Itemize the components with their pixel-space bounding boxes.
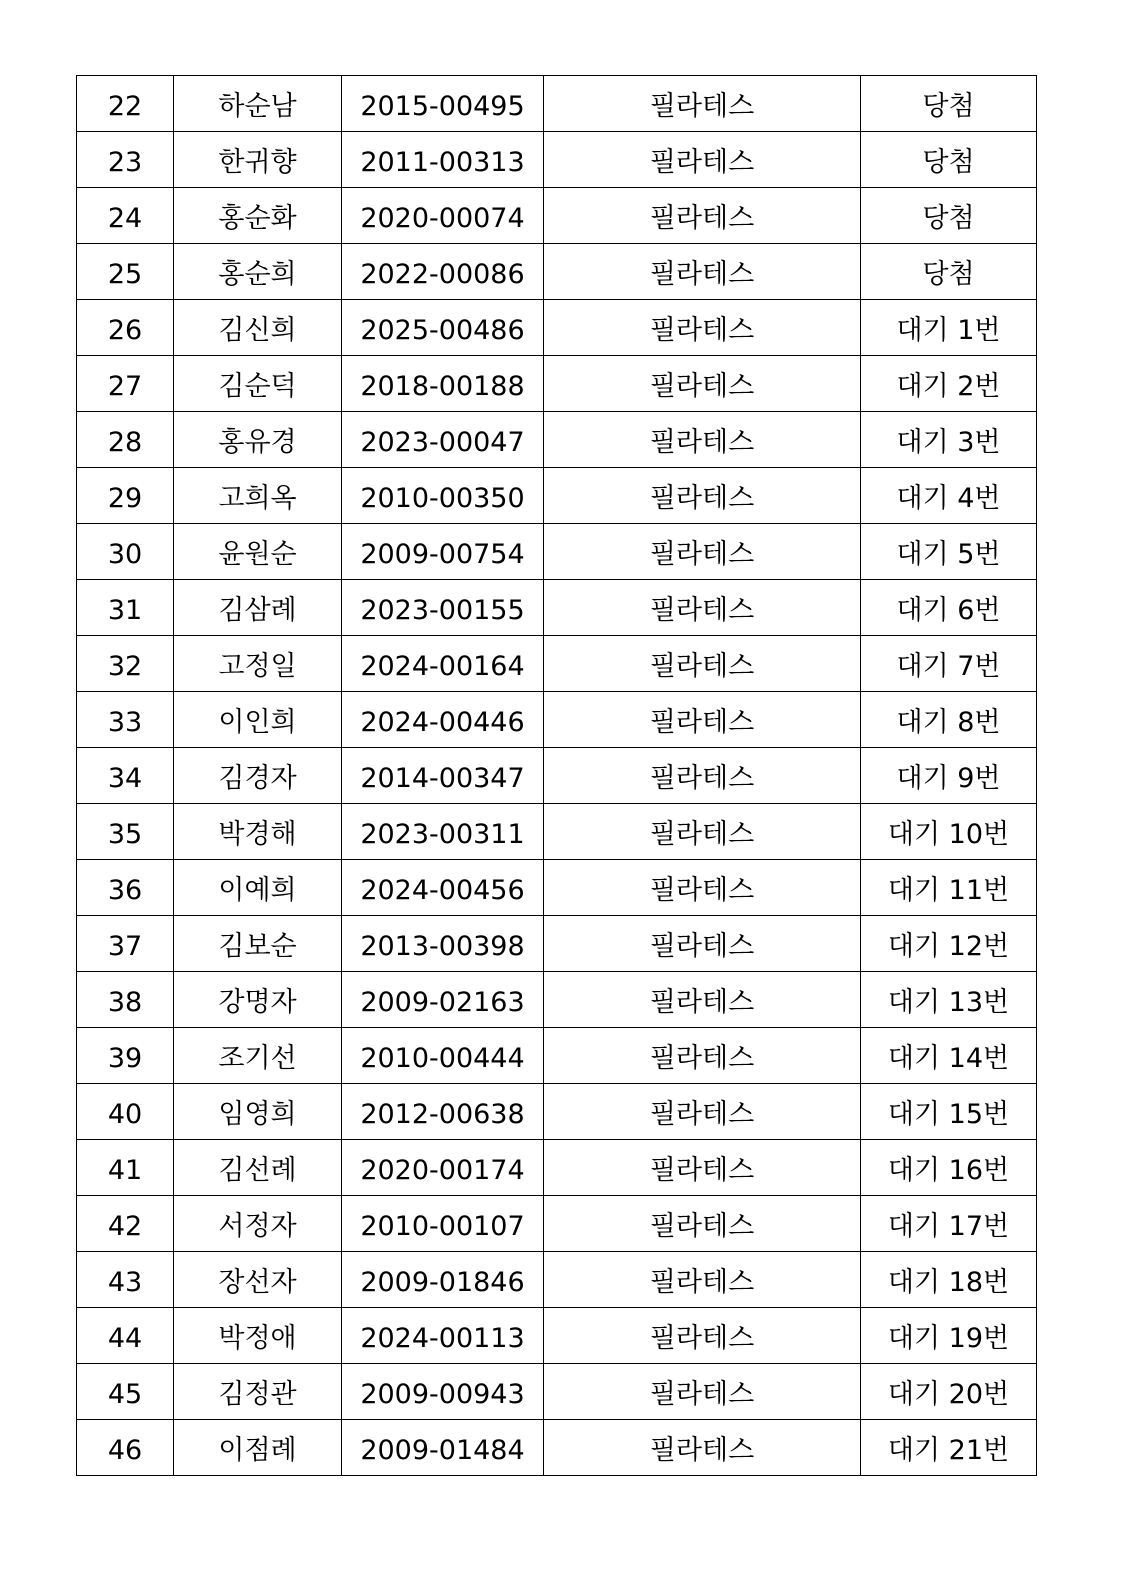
row-number-cell (77, 244, 174, 300)
member-id-cell-text: 2009-02163 (360, 987, 525, 1018)
program-cell (544, 804, 861, 860)
member-name-cell (174, 356, 342, 412)
member-name-cell-text: 박정애 (218, 1323, 297, 1354)
member-id-cell (342, 860, 544, 916)
row-number-cell-text: 27 (107, 371, 143, 402)
member-id-cell (342, 692, 544, 748)
lottery-result-cell (861, 804, 1037, 860)
program-cell-text: 필라테스 (649, 595, 755, 626)
member-id-cell-text: 2014-00347 (360, 763, 525, 794)
lottery-result-cell-text: 대기 5번 (896, 539, 1001, 570)
member-name-cell (174, 692, 342, 748)
row-number-cell (77, 1308, 174, 1364)
program-cell-text: 필라테스 (649, 651, 755, 682)
row-number-cell (77, 300, 174, 356)
member-name-cell (174, 860, 342, 916)
table-row (77, 860, 1037, 916)
program-cell (544, 76, 861, 132)
lottery-result-cell (861, 916, 1037, 972)
row-number-cell-text: 32 (107, 651, 143, 682)
member-id-cell-text: 2015-00495 (360, 91, 525, 122)
row-number-cell-text: 39 (107, 1043, 143, 1074)
table-row (77, 76, 1037, 132)
row-number-cell-text: 23 (107, 147, 143, 178)
lottery-result-cell-text: 대기 13번 (887, 987, 1010, 1018)
member-id-cell-text: 2024-00446 (360, 707, 525, 738)
row-number-cell (77, 692, 174, 748)
member-name-cell (174, 1364, 342, 1420)
member-id-cell (342, 132, 544, 188)
member-name-cell (174, 1140, 342, 1196)
lottery-result-cell (861, 188, 1037, 244)
lottery-result-cell (861, 468, 1037, 524)
table-row (77, 356, 1037, 412)
program-cell-text: 필라테스 (649, 259, 755, 290)
member-name-cell-text: 임영희 (218, 1099, 297, 1130)
table-row (77, 1084, 1037, 1140)
row-number-cell (77, 804, 174, 860)
program-cell-text: 필라테스 (649, 1155, 755, 1186)
lottery-result-cell (861, 1028, 1037, 1084)
member-id-cell (342, 916, 544, 972)
member-id-cell-text: 2024-00456 (360, 875, 525, 906)
lottery-result-cell-text: 당첨 (922, 203, 975, 234)
row-number-cell (77, 1084, 174, 1140)
member-name-cell-text: 하순남 (218, 91, 297, 122)
table-row (77, 244, 1037, 300)
row-number-cell-text: 36 (107, 875, 143, 906)
program-cell-text: 필라테스 (649, 1435, 755, 1466)
table-row (77, 1308, 1037, 1364)
member-name-cell-text: 홍순희 (218, 259, 297, 290)
lottery-result-cell (861, 1084, 1037, 1140)
program-cell-text: 필라테스 (649, 1099, 755, 1130)
lottery-result-cell-text: 대기 12번 (887, 931, 1010, 962)
member-name-cell-text: 김신희 (218, 315, 297, 346)
lottery-result-cell-text: 대기 18번 (887, 1267, 1010, 1298)
table-row (77, 692, 1037, 748)
program-cell (544, 1196, 861, 1252)
table-row (77, 748, 1037, 804)
lottery-result-cell (861, 636, 1037, 692)
lottery-result-cell-text: 대기 20번 (887, 1379, 1010, 1410)
program-cell-text: 필라테스 (649, 427, 755, 458)
member-name-cell-text: 김경자 (218, 763, 297, 794)
member-name-cell (174, 76, 342, 132)
program-cell (544, 1084, 861, 1140)
program-cell (544, 748, 861, 804)
member-name-cell (174, 524, 342, 580)
program-cell-text: 필라테스 (649, 1211, 755, 1242)
member-id-cell (342, 188, 544, 244)
program-cell (544, 860, 861, 916)
row-number-cell (77, 916, 174, 972)
member-name-cell (174, 1420, 342, 1476)
member-name-cell-text: 강명자 (218, 987, 297, 1018)
row-number-cell (77, 356, 174, 412)
row-number-cell (77, 636, 174, 692)
member-id-cell-text: 2009-01846 (360, 1267, 525, 1298)
lottery-result-cell-text: 대기 11번 (887, 875, 1010, 906)
lottery-result-cell (861, 1308, 1037, 1364)
table-row (77, 636, 1037, 692)
lottery-result-cell-text: 대기 15번 (887, 1099, 1010, 1130)
member-name-cell (174, 1308, 342, 1364)
lottery-result-cell (861, 860, 1037, 916)
member-name-cell-text: 김선례 (218, 1155, 297, 1186)
program-cell-text: 필라테스 (649, 147, 755, 178)
program-cell-text: 필라테스 (649, 1267, 755, 1298)
member-id-cell-text: 2023-00311 (360, 819, 525, 850)
member-id-cell (342, 1084, 544, 1140)
program-cell (544, 412, 861, 468)
member-name-cell-text: 조기선 (218, 1043, 297, 1074)
member-id-cell-text: 2022-00086 (360, 259, 525, 290)
row-number-cell-text: 40 (107, 1099, 143, 1130)
row-number-cell (77, 132, 174, 188)
member-id-cell (342, 524, 544, 580)
table-row (77, 188, 1037, 244)
program-cell (544, 1252, 861, 1308)
member-id-cell-text: 2024-00164 (360, 651, 525, 682)
lottery-result-cell (861, 76, 1037, 132)
member-id-cell-text: 2010-00444 (360, 1043, 525, 1074)
member-name-cell-text: 김순덕 (218, 371, 297, 402)
lottery-result-cell (861, 300, 1037, 356)
member-name-cell (174, 188, 342, 244)
member-id-cell (342, 1364, 544, 1420)
member-name-cell (174, 804, 342, 860)
row-number-cell-text: 34 (107, 763, 143, 794)
lottery-result-cell-text: 대기 6번 (896, 595, 1001, 626)
member-id-cell-text: 2020-00174 (360, 1155, 525, 1186)
lottery-result-cell (861, 132, 1037, 188)
program-cell (544, 132, 861, 188)
member-name-cell (174, 412, 342, 468)
row-number-cell (77, 468, 174, 524)
lottery-result-cell-text: 대기 21번 (887, 1435, 1010, 1466)
program-cell (544, 468, 861, 524)
member-id-cell-text: 2012-00638 (360, 1099, 525, 1130)
table-row (77, 1252, 1037, 1308)
table-row (77, 1364, 1037, 1420)
row-number-cell-text: 22 (107, 91, 143, 122)
lottery-result-cell (861, 1196, 1037, 1252)
member-id-cell (342, 244, 544, 300)
member-name-cell (174, 244, 342, 300)
member-name-cell (174, 132, 342, 188)
lottery-result-cell (861, 1140, 1037, 1196)
program-cell-text: 필라테스 (649, 707, 755, 738)
table-row (77, 1028, 1037, 1084)
lottery-result-cell-text: 대기 9번 (896, 763, 1001, 794)
lottery-result-cell-text: 대기 19번 (887, 1323, 1010, 1354)
program-cell-text: 필라테스 (649, 203, 755, 234)
program-cell-text: 필라테스 (649, 1379, 755, 1410)
member-id-cell-text: 2013-00398 (360, 931, 525, 962)
row-number-cell (77, 1140, 174, 1196)
lottery-result-cell (861, 356, 1037, 412)
member-id-cell-text: 2023-00047 (360, 427, 525, 458)
member-id-cell-text: 2009-00754 (360, 539, 525, 570)
lottery-result-cell-text: 대기 4번 (896, 483, 1001, 514)
row-number-cell-text: 46 (107, 1435, 143, 1466)
program-cell-text: 필라테스 (649, 315, 755, 346)
member-id-cell-text: 2023-00155 (360, 595, 525, 626)
member-name-cell-text: 홍유경 (218, 427, 297, 458)
member-name-cell-text: 장선자 (218, 1267, 297, 1298)
program-cell-text: 필라테스 (649, 539, 755, 570)
program-cell (544, 524, 861, 580)
member-id-cell-text: 2009-01484 (360, 1435, 525, 1466)
row-number-cell (77, 76, 174, 132)
row-number-cell (77, 1028, 174, 1084)
lottery-result-cell (861, 1420, 1037, 1476)
lottery-result-cell-text: 대기 7번 (896, 651, 1001, 682)
member-id-cell-text: 2009-00943 (360, 1379, 525, 1410)
member-id-cell (342, 1252, 544, 1308)
program-cell (544, 1308, 861, 1364)
program-cell-text: 필라테스 (649, 819, 755, 850)
table-row (77, 804, 1037, 860)
program-cell (544, 1420, 861, 1476)
program-cell (544, 636, 861, 692)
row-number-cell-text: 31 (107, 595, 143, 626)
member-id-cell (342, 1420, 544, 1476)
member-name-cell-text: 김보순 (218, 931, 297, 962)
lottery-result-cell (861, 244, 1037, 300)
member-name-cell-text: 한귀향 (218, 147, 297, 178)
lottery-result-cell (861, 972, 1037, 1028)
program-cell (544, 244, 861, 300)
table-row (77, 132, 1037, 188)
row-number-cell-text: 35 (107, 819, 143, 850)
program-cell-text: 필라테스 (649, 483, 755, 514)
member-id-cell (342, 1196, 544, 1252)
program-cell (544, 356, 861, 412)
row-number-cell-text: 37 (107, 931, 143, 962)
member-name-cell (174, 636, 342, 692)
program-cell (544, 1140, 861, 1196)
row-number-cell (77, 748, 174, 804)
row-number-cell-text: 45 (107, 1379, 143, 1410)
member-name-cell-text: 박경해 (218, 819, 297, 850)
table-row (77, 468, 1037, 524)
lottery-result-cell-text: 대기 10번 (887, 819, 1010, 850)
member-name-cell-text: 이인희 (218, 707, 297, 738)
member-name-cell-text: 고정일 (218, 651, 297, 682)
row-number-cell-text: 42 (107, 1211, 143, 1242)
row-number-cell-text: 26 (107, 315, 143, 346)
member-id-cell-text: 2024-00113 (360, 1323, 525, 1354)
member-name-cell-text: 김정관 (218, 1379, 297, 1410)
table-row (77, 580, 1037, 636)
program-cell (544, 1028, 861, 1084)
member-name-cell-text: 이점례 (218, 1435, 297, 1466)
program-cell (544, 972, 861, 1028)
row-number-cell (77, 580, 174, 636)
member-id-cell-text: 2011-00313 (360, 147, 525, 178)
table-row (77, 412, 1037, 468)
member-id-cell-text: 2020-00074 (360, 203, 525, 234)
member-name-cell (174, 1252, 342, 1308)
row-number-cell-text: 41 (107, 1155, 143, 1186)
row-number-cell (77, 1252, 174, 1308)
program-cell (544, 916, 861, 972)
row-number-cell-text: 43 (107, 1267, 143, 1298)
member-name-cell (174, 916, 342, 972)
lottery-result-cell (861, 1252, 1037, 1308)
member-id-cell-text: 2010-00350 (360, 483, 525, 514)
lottery-result-cell-text: 대기 14번 (887, 1043, 1010, 1074)
table-row (77, 300, 1037, 356)
member-id-cell (342, 1140, 544, 1196)
row-number-cell-text: 24 (107, 203, 143, 234)
row-number-cell-text: 25 (107, 259, 143, 290)
program-cell (544, 1364, 861, 1420)
program-cell-text: 필라테스 (649, 1323, 755, 1354)
program-cell-text: 필라테스 (649, 987, 755, 1018)
table-row (77, 1196, 1037, 1252)
member-name-cell (174, 468, 342, 524)
member-name-cell-text: 홍순화 (218, 203, 297, 234)
lottery-result-cell-text: 대기 1번 (896, 315, 1001, 346)
lottery-result-cell-text: 대기 3번 (896, 427, 1001, 458)
table-row (77, 916, 1037, 972)
member-id-cell-text: 2010-00107 (360, 1211, 525, 1242)
member-name-cell-text: 이예희 (218, 875, 297, 906)
member-id-cell (342, 804, 544, 860)
lottery-result-cell (861, 580, 1037, 636)
table-row (77, 972, 1037, 1028)
row-number-cell-text: 44 (107, 1323, 143, 1354)
row-number-cell (77, 188, 174, 244)
lottery-result-cell-text: 당첨 (922, 259, 975, 290)
member-id-cell (342, 468, 544, 524)
member-name-cell (174, 580, 342, 636)
table-row (77, 1140, 1037, 1196)
lottery-result-cell (861, 748, 1037, 804)
member-name-cell (174, 748, 342, 804)
member-id-cell (342, 1308, 544, 1364)
row-number-cell (77, 1420, 174, 1476)
member-name-cell (174, 300, 342, 356)
member-id-cell-text: 2018-00188 (360, 371, 525, 402)
member-id-cell (342, 76, 544, 132)
member-name-cell-text: 김삼례 (218, 595, 297, 626)
member-name-cell-text: 윤원순 (218, 539, 297, 570)
program-cell-text: 필라테스 (649, 875, 755, 906)
row-number-cell (77, 1364, 174, 1420)
lottery-result-cell-text: 당첨 (922, 91, 975, 122)
member-id-cell (342, 412, 544, 468)
row-number-cell (77, 860, 174, 916)
program-cell-text: 필라테스 (649, 931, 755, 962)
row-number-cell (77, 1196, 174, 1252)
member-name-cell-text: 고희옥 (218, 483, 297, 514)
lottery-result-cell (861, 1364, 1037, 1420)
lottery-result-cell-text: 대기 16번 (887, 1155, 1010, 1186)
row-number-cell-text: 29 (107, 483, 143, 514)
lottery-result-cell (861, 524, 1037, 580)
member-id-cell (342, 356, 544, 412)
program-cell (544, 692, 861, 748)
program-cell (544, 300, 861, 356)
member-id-cell (342, 580, 544, 636)
lottery-result-cell-text: 대기 17번 (887, 1211, 1010, 1242)
table-row (77, 1420, 1037, 1476)
member-id-cell (342, 636, 544, 692)
member-id-cell (342, 1028, 544, 1084)
member-id-cell (342, 972, 544, 1028)
lottery-result-table (76, 75, 1037, 1476)
lottery-result-cell-text: 당첨 (922, 147, 975, 178)
row-number-cell-text: 28 (107, 427, 143, 458)
member-name-cell-text: 서정자 (218, 1211, 297, 1242)
member-id-cell (342, 748, 544, 804)
member-id-cell (342, 300, 544, 356)
member-name-cell (174, 972, 342, 1028)
lottery-result-cell (861, 692, 1037, 748)
lottery-result-cell-text: 대기 2번 (896, 371, 1001, 402)
row-number-cell-text: 30 (107, 539, 143, 570)
table-body (77, 76, 1037, 1476)
table-row (77, 524, 1037, 580)
lottery-result-cell (861, 412, 1037, 468)
program-cell-text: 필라테스 (649, 91, 755, 122)
member-name-cell (174, 1084, 342, 1140)
member-id-cell-text: 2025-00486 (360, 315, 525, 346)
program-cell-text: 필라테스 (649, 1043, 755, 1074)
member-name-cell (174, 1196, 342, 1252)
program-cell-text: 필라테스 (649, 763, 755, 794)
row-number-cell (77, 524, 174, 580)
row-number-cell-text: 38 (107, 987, 143, 1018)
program-cell (544, 580, 861, 636)
row-number-cell (77, 972, 174, 1028)
row-number-cell-text: 33 (107, 707, 143, 738)
program-cell-text: 필라테스 (649, 371, 755, 402)
member-name-cell (174, 1028, 342, 1084)
lottery-result-cell-text: 대기 8번 (896, 707, 1001, 738)
row-number-cell (77, 412, 174, 468)
program-cell (544, 188, 861, 244)
